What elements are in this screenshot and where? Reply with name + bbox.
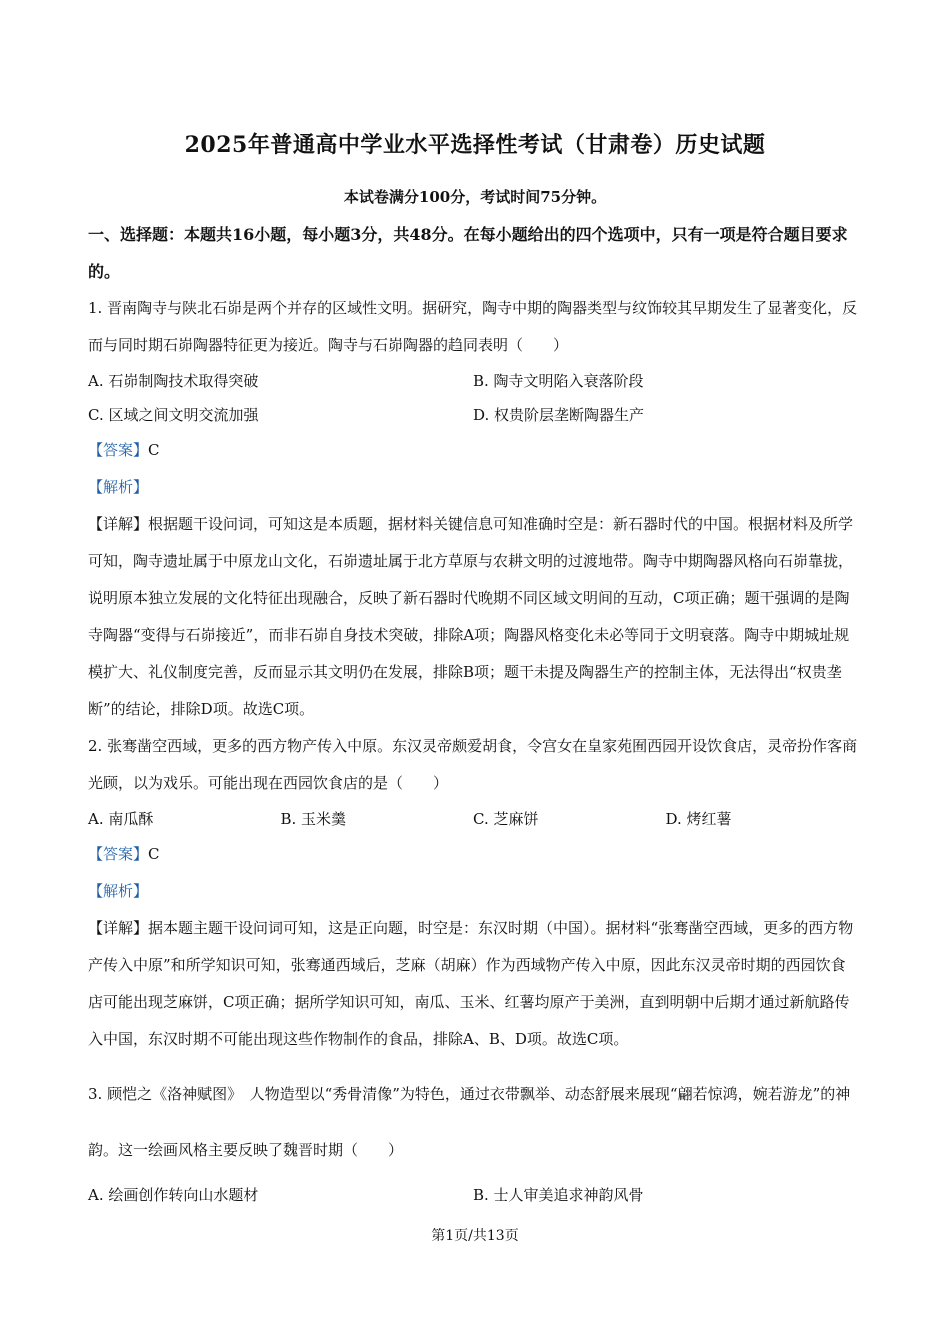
option-row bbox=[88, 1178, 858, 1212]
analysis-tag: 【解析】 bbox=[88, 478, 149, 496]
question-stem: 1. 晋南陶寺与陕北石峁是两个并存的区域性文明。据研究，陶寺中期的陶器类型与纹饰较其早期发生了显著变化，反而与同时期石峁陶器特征更为接近。陶寺与石峁陶器的趋同表明（ ） bbox=[88, 299, 858, 354]
exam-title: 2025年普通高中学业水平选择性考试（甘肃卷）历史试题 bbox=[184, 132, 766, 158]
detail-tag: 【详解】 bbox=[88, 515, 149, 533]
analysis-tag: 【解析】 bbox=[88, 882, 149, 900]
answer-value: C bbox=[148, 441, 160, 459]
option-a: A. 石峁制陶技术取得突破 bbox=[88, 372, 259, 390]
detail-tag: 【详解】 bbox=[88, 919, 149, 937]
document-body bbox=[88, 216, 858, 1212]
option-d: D. 烤红薯 bbox=[665, 810, 732, 828]
question-stem: 3. 顾恺之《洛神赋图》 人物造型以“秀骨清像”为特色，通过衣带飘举、动态舒展来展现“翩若惊鸿，婉若游龙”的神韵。这一绘画风格主要反映了魏晋时期（ ） bbox=[88, 1085, 851, 1159]
option-a: A. 南瓜酥 bbox=[88, 810, 154, 828]
question-1 bbox=[88, 290, 858, 728]
detail-text: 根据题干设问词，可知这是本质题，据材料关键信息可知准确时空是：新石器时代的中国。根据材料及所学可知，陶寺遗址属于中原龙山文化，石峁遗址属于北方草原与农耕文明的过渡地带。陶寺中期陶器风格向石峁靠拢，说明原本独立发展的文化特征出现融合，反映了新石器时代晚期不同区域文明间的互动，C项正确；题干强调的是陶寺陶器“变得与石峁接近”，而非石峁自身技术突破，排除A项；陶器风格变化未必等同于文明衰落。陶寺中期城址规模扩大、礼仪制度完善，反而显示其文明仍在发展，排除B项；题干未提及陶器生产的控制主体，无法得出“权贵垄断”的结论，排除D项。故选C项。 bbox=[88, 515, 854, 718]
option-row bbox=[88, 364, 858, 398]
detail-paragraph bbox=[88, 910, 858, 1058]
option-row bbox=[88, 802, 858, 836]
option-row bbox=[88, 398, 858, 432]
section-heading: 一、选择题：本题共16小题，每小题3分，共48分。在每小题给出的四个选项中，只有一项是符合题目要求的。 bbox=[88, 225, 848, 281]
option-b: B. 陶寺文明陷入衰落阶段 bbox=[473, 372, 644, 390]
answer-tag: 【答案】 bbox=[88, 441, 149, 459]
detail-paragraph bbox=[88, 506, 858, 728]
answer-value: C bbox=[148, 845, 160, 863]
analysis-line bbox=[88, 469, 858, 506]
answer-tag: 【答案】 bbox=[88, 845, 149, 863]
option-b: B. 玉米羹 bbox=[280, 810, 347, 828]
exam-subtitle: 本试卷满分100分，考试时间75分钟。 bbox=[343, 188, 607, 206]
page-footer: 第1页/共13页 bbox=[431, 1228, 519, 1244]
question-stem: 2. 张骞凿空西域，更多的西方物产传入中原。东汉灵帝颇爱胡食，令宫女在皇家苑囿西园开设饮食店，灵帝扮作客商光顾，以为戏乐。可能出现在西园饮食店的是（ ） bbox=[88, 737, 858, 792]
answer-line bbox=[88, 836, 858, 873]
detail-text: 据本题主题干设问词可知，这是正向题，时空是：东汉时期（中国）。据材料“张骞凿空西域，更多的西方物产传入中原”和所学知识可知，张骞通西域后，芝麻（胡麻）作为西域物产传入中原，因此东汉灵帝时期的西园饮食店可能出现芝麻饼，C项正确；据所学知识可知，南瓜、玉米、红薯均原产于美洲，直到明朝中后期才通过新航路传入中国，东汉时期不可能出现这些作物制作的食品，排除A、B、D项。故选C项。 bbox=[88, 919, 854, 1048]
question-2 bbox=[88, 728, 858, 1058]
option-a: A. 绘画创作转向山水题材 bbox=[88, 1186, 259, 1204]
question-3 bbox=[88, 1066, 858, 1212]
option-b: B. 士人审美追求神韵风骨 bbox=[473, 1186, 644, 1204]
option-d: D. 权贵阶层垄断陶器生产 bbox=[473, 406, 645, 424]
option-c: C. 芝麻饼 bbox=[473, 810, 539, 828]
option-c: C. 区域之间文明交流加强 bbox=[88, 406, 259, 424]
answer-line bbox=[88, 432, 858, 469]
analysis-line bbox=[88, 873, 858, 910]
